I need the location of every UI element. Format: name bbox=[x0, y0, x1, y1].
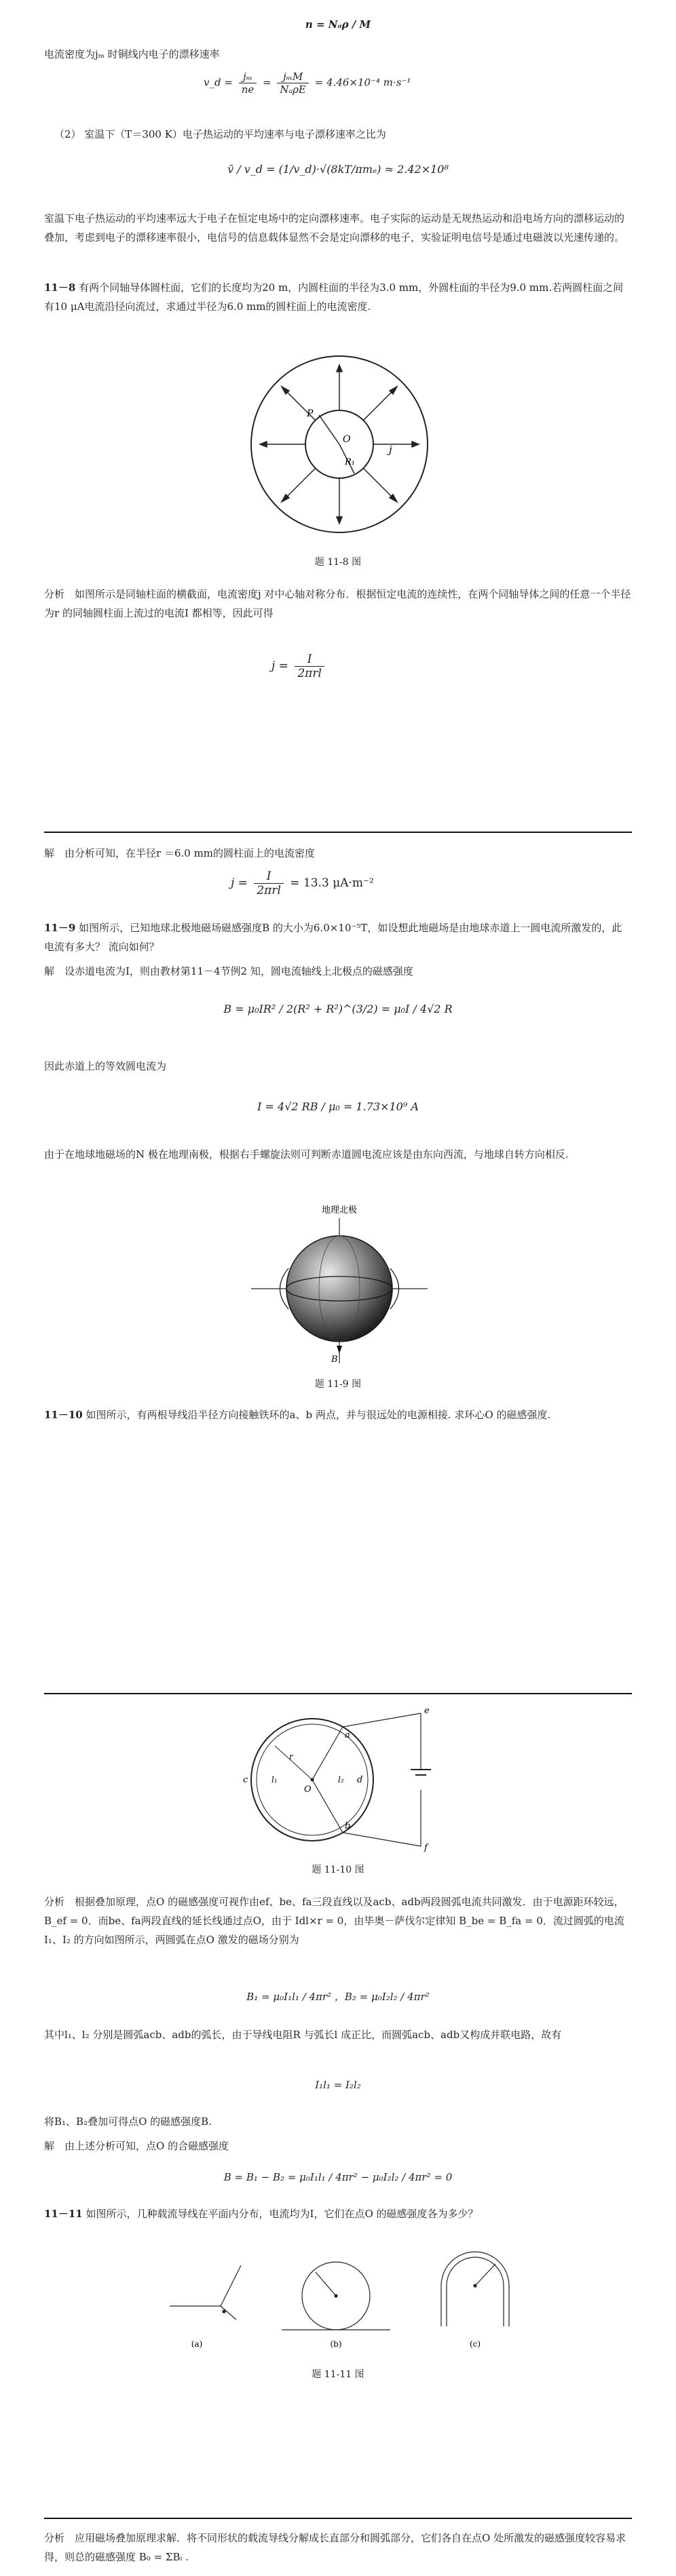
figure-11-8-caption: 题 11-8 图 bbox=[314, 557, 362, 568]
problem-text: 有两个同轴导体圆柱面，它们的长度均为20 m，内圆柱面的半径为3.0 mm，外圆柱面的半径为9.0 mm.若两圆柱面之间有10 μA电流沿径向流过，求通过半径为6.0 mm的圆柱面上的电流密度. bbox=[44, 281, 624, 313]
problem-text: 如图所示，有两根导线沿半径方向接触铁环的a、b 两点，并与很远处的电源相接. 求环心O 的磁感强度. bbox=[86, 1409, 551, 1421]
figure-11-10-caption: 题 11-10 图 bbox=[312, 1865, 364, 1875]
analysis-11-10: 分析 根据叠加原理，点O 的磁感强度可视作由ef、be、fa三段直线以及acb、adb两段圆弧电流共同激发．由于电源距环较远，B_ef = 0．而be、fa两段直线的延长线通过点O，由于 Idl×r = 0，由毕奥－萨伐尔定律知 B_be = B_fa = 0．流过圆弧的电流I₁、I₂ 的方向如图所示，两圆弧在点O 激发的磁场分别为 bbox=[44, 1896, 624, 1946]
label-r: r bbox=[289, 1752, 293, 1761]
direction-paragraph: 由于在地球地磁场的N 极在地理南极，根据右手螺旋法则可判断赤道圆电流应该是由东向西流，与地球自转方向相反. bbox=[44, 1148, 569, 1160]
eq-vd-num2: jₘM bbox=[277, 71, 309, 83]
eq-vd-den1: ne bbox=[241, 83, 255, 96]
equation-b-field: B = μ₀IR² / 2(R² + R²)^(3/2) = μ₀I / 4√2 R bbox=[223, 1002, 453, 1015]
eq-vd-num1: jₘ bbox=[239, 71, 257, 83]
label-b: B bbox=[331, 1354, 338, 1365]
figure-11-9-caption: 题 11-9 图 bbox=[314, 1379, 362, 1390]
equation-speed-ratio: v̄ / v_d = (1/v_d)·√(8kT/πmₑ) ≈ 2.42×10⁸ bbox=[227, 163, 449, 176]
label-r1: R₁ bbox=[345, 457, 355, 467]
eq-vd-lhs: v_d = bbox=[204, 76, 233, 89]
label-l2: l₂ bbox=[338, 1775, 344, 1784]
analysis-11-8: 分析 如图所示是同轴柱面的横截面，电流密度j 对中心轴对称分布．根据恒定电流的连续性，在两个同轴导体之间的任意一个半径为r 的同轴圆柱面上流过的电流I 都相等，因此可得 bbox=[44, 588, 631, 619]
figure-11-8 bbox=[197, 346, 482, 543]
label-e: e bbox=[424, 1706, 430, 1716]
analysis-11-11: 分析 应用磁场叠加原理求解．将不同形状的载流导线分解成长直部分和圆弧部分，它们各自在点O 处所激发的磁感强度较容易求得，则总的磁感强度 B₀ = ΣBᵢ . bbox=[44, 2532, 626, 2563]
problem-text: 如图所示，已知地球北极地磁场磁感强度B 的大小为6.0×10⁻⁵T，如设想此地磁场是由地球赤道上一圆电流所激发的，此电流有多大？ 流向如何？ bbox=[44, 922, 622, 953]
problem-number: 11－8 bbox=[44, 281, 76, 294]
superpose-line: 将B₁、B₂叠加可得点O 的磁感强度B. bbox=[44, 2115, 212, 2128]
label-geographic-north: 地理北极 bbox=[321, 1205, 358, 1215]
problem-number: 11－11 bbox=[44, 2208, 83, 2220]
equation-drift-velocity: v_d = $\frac{\text{jₘ}}{ne}$ = $\frac{\text{jₘM}}{\text{NₐρE}}$ = 4.46×10⁻⁴ m·s⁻¹ bbox=[204, 71, 411, 96]
label-f: f bbox=[424, 1843, 428, 1853]
sublabel-b: (b) bbox=[330, 2339, 342, 2349]
eq-j2-den: 2πrl bbox=[257, 884, 281, 897]
eq-j1-num: I bbox=[295, 652, 324, 667]
figure-11-11 bbox=[156, 2238, 523, 2354]
sublabel-a: (a) bbox=[191, 2339, 203, 2349]
problem-11-11 bbox=[44, 2204, 632, 2223]
equation-b1-b2: B₁ = μ₀I₁l₁ / 4πr² ，B₂ = μ₀I₂l₂ / 4πr² bbox=[246, 1991, 430, 2003]
label-c: c bbox=[243, 1775, 248, 1785]
label-d: d bbox=[357, 1775, 363, 1785]
eq-j2-num: I bbox=[254, 870, 284, 884]
label-o: O bbox=[343, 434, 351, 445]
eq-vd-result: = 4.46×10⁻⁴ m·s⁻¹ bbox=[314, 76, 411, 89]
page-divider-3 bbox=[44, 2518, 632, 2519]
subfigure-c bbox=[441, 2252, 509, 2326]
eq-j1-lhs: j = bbox=[271, 659, 288, 673]
figure-11-9 bbox=[224, 1201, 455, 1370]
solution-11-10: 解 由上述分析可知，点O 的合磁感强度 bbox=[44, 2140, 229, 2152]
label-l1: l₁ bbox=[271, 1775, 278, 1784]
problem-number: 11－9 bbox=[44, 922, 76, 934]
subfigure-b bbox=[282, 2262, 390, 2330]
solution-11-8: 解 由分析可知，在半径r ＝6.0 mm的圆柱面上的电流密度 bbox=[44, 847, 316, 859]
solution-11-9: 解 设赤道电流为I，则由教材第11－4节例2 知，圆电流轴线上北极点的磁感强度 bbox=[44, 965, 413, 977]
label-a: a bbox=[345, 1730, 350, 1740]
conclusion-paragraph: 室温下电子热运动的平均速率远大于电子在恒定电场中的定向漂移速率。电子实际的运动是无规热运动和沿电场方向的漂移运动的叠加，考虑到电子的漂移速率很小，电信号的信息载体显然不会是定向漂移的电子，实验证明电信号是通过电磁波以光速传递的。 bbox=[44, 212, 625, 243]
figure-11-11-caption: 题 11-11 图 bbox=[312, 2369, 364, 2380]
part2-line: （2） 室温下（T＝300 K）电子热运动的平均速率与电子漂移速率之比为 bbox=[54, 128, 386, 140]
label-b: b bbox=[345, 1821, 351, 1831]
equation-b-zero: B = B₁ − B₂ = μ₀I₁l₁ / 4πr² − μ₀I₂l₂ / 4πr² = 0 bbox=[223, 2171, 453, 2183]
equation-n: n = Nₐρ / M bbox=[305, 18, 371, 31]
equation-i1l1: I₁l₁ = I₂l₂ bbox=[315, 2079, 361, 2091]
label-o: O bbox=[304, 1784, 312, 1795]
eq-j1-den: 2πrl bbox=[297, 667, 322, 680]
label-j: j bbox=[389, 444, 392, 456]
page-divider-1 bbox=[44, 832, 632, 833]
problem-11-10 bbox=[44, 1405, 632, 1424]
equation-equivalent-current: I = 4√2 RB / μ₀ = 1.73×10⁹ A bbox=[257, 1100, 419, 1113]
figure-11-10 bbox=[224, 1705, 455, 1854]
arc-length-paragraph: 其中l₁、l₂ 分别是圆弧acb、adb的弧长，由于导线电阻R 与弧长l 成正比，而圆弧acb、adb又构成并联电路，故有 bbox=[44, 2029, 562, 2041]
sublabel-c: (c) bbox=[469, 2339, 481, 2349]
problem-number: 11－10 bbox=[44, 1409, 83, 1421]
equation-current-density-result: j = $\frac{I}{\text{2πrl}}$ = 13.3 μA·m⁻² bbox=[231, 870, 374, 897]
eq-j2-result: = 13.3 μA·m⁻² bbox=[290, 876, 374, 890]
thus-line: 因此赤道上的等效圆电流为 bbox=[44, 1060, 167, 1072]
problem-11-9 bbox=[44, 918, 632, 956]
eq-vd-den2: NₐρE bbox=[280, 83, 306, 96]
page-divider-2 bbox=[44, 1693, 632, 1694]
label-p: P bbox=[307, 408, 314, 419]
equation-current-density bbox=[271, 652, 475, 680]
problem-11-8 bbox=[44, 278, 632, 316]
problem-text: 如图所示，几种载流导线在平面内分布，电流均为I，它们在点O 的磁感强度各为多少？ bbox=[86, 2208, 478, 2220]
drift-intro: 电流密度为jₘ 时铜线内电子的漂移速率 bbox=[44, 48, 220, 60]
subfigure-a bbox=[170, 2265, 241, 2320]
